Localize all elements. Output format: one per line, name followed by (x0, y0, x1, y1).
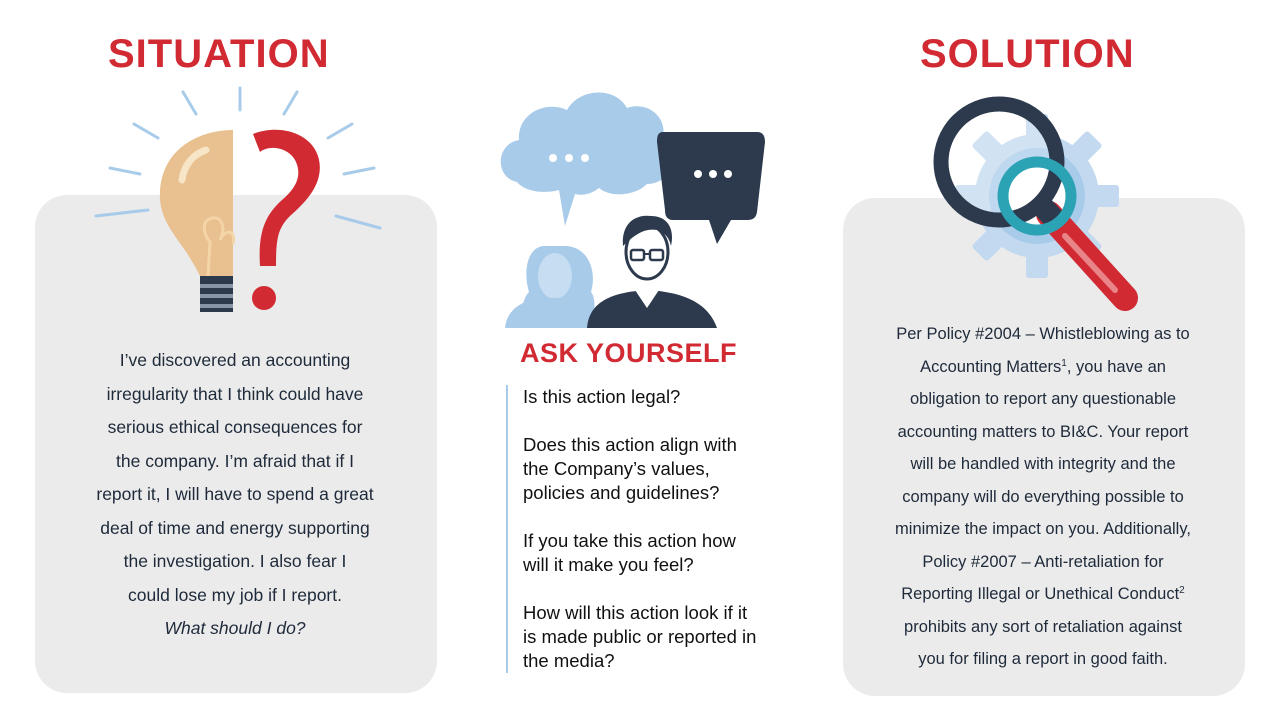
ask-item-line: policies and guidelines? (523, 482, 720, 503)
solution-line: you for filing a report in good faith. (918, 650, 1168, 668)
ask-item (523, 529, 796, 577)
magnifier-gear-icon (925, 90, 1145, 312)
situation-line: deal of time and energy supporting (100, 517, 370, 538)
footnote-marker: 2 (1179, 585, 1185, 596)
solution-line-tail: , you have an (1066, 357, 1166, 376)
solution-line (860, 578, 1226, 611)
solution-line: obligation to report any questionable (909, 390, 1177, 408)
ask-item (523, 433, 796, 505)
lightbulb-question-icon (90, 82, 390, 322)
ask-yourself-title: ASK YOURSELF (520, 338, 738, 368)
situation-line: report it, I will have to spend a great (96, 484, 374, 504)
conversation-people-icon (495, 86, 770, 328)
solution-line: minimize the impact on you. Additionally, (895, 520, 1191, 538)
ask-item (523, 601, 796, 673)
solution-line: Per Policy #2004 – Whistleblowing as to (896, 325, 1190, 343)
policy-ref-text: Accounting Matters (920, 357, 1062, 376)
situation-line: I’ve discovered an accounting (119, 350, 351, 370)
solution-line: company will do everything possible to (902, 487, 1184, 506)
situation-line: the investigation. I also fear I (123, 551, 347, 571)
ask-item-line: will it make you feel? (523, 554, 694, 575)
ask-item-line: How will this action look if it (523, 602, 748, 623)
footnote-marker: 1 (1061, 357, 1067, 369)
situation-question: What should I do? (164, 618, 306, 638)
solution-line: prohibits any sort of retaliation against (904, 617, 1182, 636)
ask-item-line: Does this action align with (523, 434, 737, 455)
situation-line: irregularity that I think could have (106, 383, 364, 404)
solution-line: will be handled with integrity and the (910, 455, 1176, 473)
situation-text (40, 344, 430, 646)
ask-item-line: is made public or reported in (523, 626, 757, 647)
situation-title: SITUATION (108, 32, 330, 76)
solution-line: accounting matters to BI&C. Your report (897, 422, 1189, 441)
ask-yourself-list (506, 385, 796, 673)
ask-item-line: If you take this action how (523, 530, 736, 551)
solution-title: SOLUTION (920, 32, 1135, 76)
situation-line: could lose my job if I report. (128, 584, 342, 605)
solution-line (860, 351, 1226, 384)
ask-item-line: the media? (523, 650, 615, 671)
ask-item-line: the Company’s values, (523, 458, 710, 479)
policy-ref-text: Reporting Illegal or Unethical Conduct (901, 585, 1180, 603)
ask-item-line: Is this action legal? (523, 386, 681, 407)
situation-line: serious ethical consequences for (107, 417, 363, 437)
ask-item (523, 385, 796, 409)
situation-line: the company. I’m afraid that if I (116, 450, 354, 471)
solution-text (860, 318, 1226, 676)
solution-line: Policy #2007 – Anti-retaliation for (922, 552, 1164, 571)
